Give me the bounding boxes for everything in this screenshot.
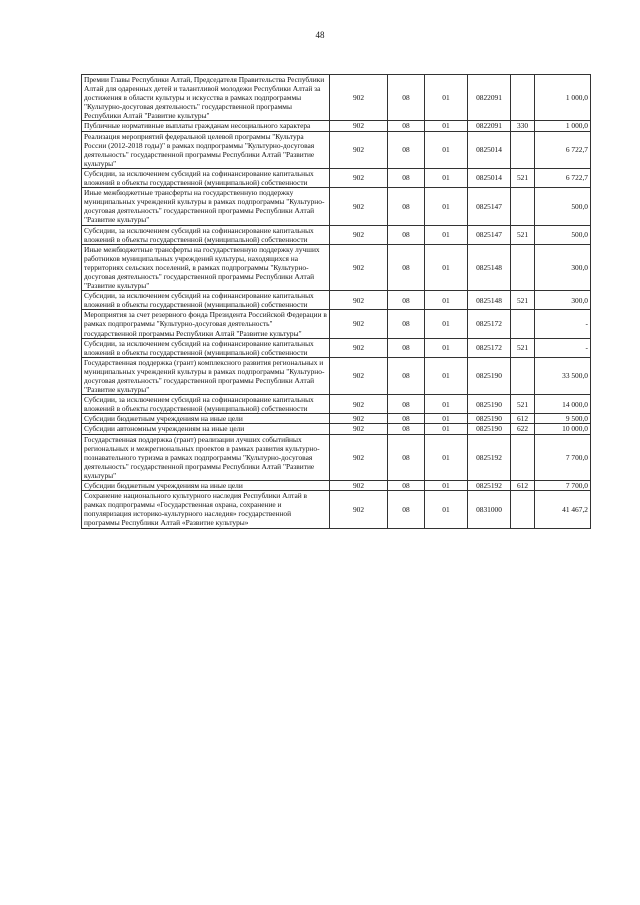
- admin-code-cell: 902: [330, 395, 388, 414]
- admin-code-cell: 902: [330, 168, 388, 187]
- admin-code-cell: 902: [330, 434, 388, 480]
- expense-kind-cell: [511, 131, 535, 168]
- subsection-code-cell: 01: [425, 75, 468, 121]
- subsection-code-cell: 01: [425, 414, 468, 424]
- target-article-cell: 0825172: [468, 338, 511, 357]
- subsection-code-cell: 01: [425, 188, 468, 225]
- section-code-cell: 08: [388, 244, 425, 290]
- amount-cell: 6 722,7: [535, 168, 591, 187]
- expense-kind-cell: 622: [511, 424, 535, 434]
- subsection-code-cell: 01: [425, 338, 468, 357]
- target-article-cell: 0825192: [468, 481, 511, 491]
- amount-cell: 41 467,2: [535, 491, 591, 528]
- row-name-cell: Субсидии, за исключением субсидий на софинансирование капитальных вложений в объекты государственной (муниципальной) собственности: [82, 338, 330, 357]
- table-row: [82, 291, 591, 310]
- amount-cell: 500,0: [535, 225, 591, 244]
- target-article-cell: 0825014: [468, 168, 511, 187]
- amount-cell: 1 000,0: [535, 75, 591, 121]
- target-article-cell: 0831000: [468, 491, 511, 528]
- target-article-cell: 0822091: [468, 121, 511, 131]
- subsection-code-cell: 01: [425, 481, 468, 491]
- amount-cell: -: [535, 338, 591, 357]
- section-code-cell: 08: [388, 491, 425, 528]
- subsection-code-cell: 01: [425, 121, 468, 131]
- admin-code-cell: 902: [330, 225, 388, 244]
- subsection-code-cell: 01: [425, 291, 468, 310]
- budget-table-body: [82, 75, 591, 529]
- target-article-cell: 0825147: [468, 188, 511, 225]
- row-name-cell: Публичные нормативные выплаты гражданам несоциального характера: [82, 121, 330, 131]
- expense-kind-cell: [511, 310, 535, 338]
- admin-code-cell: 902: [330, 310, 388, 338]
- admin-code-cell: 902: [330, 338, 388, 357]
- table-row: [82, 188, 591, 225]
- subsection-code-cell: 01: [425, 424, 468, 434]
- admin-code-cell: 902: [330, 75, 388, 121]
- amount-cell: 7 700,0: [535, 481, 591, 491]
- row-name-cell: Мероприятия за счет резервного фонда Президента Российской Федерации в рамках подпрограммы "Культурно-досуговая деятельность" государственной программы Республики Алтай "Развитие культуры": [82, 310, 330, 338]
- section-code-cell: 08: [388, 338, 425, 357]
- admin-code-cell: 902: [330, 491, 388, 528]
- target-article-cell: 0825190: [468, 357, 511, 394]
- table-row: [82, 338, 591, 357]
- amount-cell: 10 000,0: [535, 424, 591, 434]
- table-row: [82, 75, 591, 121]
- subsection-code-cell: 01: [425, 434, 468, 480]
- row-name-cell: Иные межбюджетные трансферты на государственную поддержку муниципальных учреждений культуры в рамках подпрограммы "Культурно-досуговая деятельность" государственной программы Республики Алтай "Развитие культуры": [82, 188, 330, 225]
- table-row: [82, 131, 591, 168]
- admin-code-cell: 902: [330, 291, 388, 310]
- admin-code-cell: 902: [330, 188, 388, 225]
- table-row: [82, 244, 591, 290]
- section-code-cell: 08: [388, 310, 425, 338]
- row-name-cell: Государственная поддержка (грант) комплексного развития региональных и муниципальных учреждений культуры в рамках подпрограммы "Культурно-досуговая деятельность" государственной программы Республики Алтай "Развитие культуры": [82, 357, 330, 394]
- table-row: [82, 414, 591, 424]
- table-row: [82, 434, 591, 480]
- amount-cell: 14 000,0: [535, 395, 591, 414]
- table-row: [82, 168, 591, 187]
- admin-code-cell: 902: [330, 121, 388, 131]
- section-code-cell: 08: [388, 131, 425, 168]
- amount-cell: 300,0: [535, 244, 591, 290]
- expense-kind-cell: [511, 244, 535, 290]
- row-name-cell: Субсидии, за исключением субсидий на софинансирование капитальных вложений в объекты государственной (муниципальной) собственности: [82, 395, 330, 414]
- subsection-code-cell: 01: [425, 395, 468, 414]
- section-code-cell: 08: [388, 414, 425, 424]
- expense-kind-cell: [511, 75, 535, 121]
- table-row: [82, 225, 591, 244]
- subsection-code-cell: 01: [425, 225, 468, 244]
- table-row: [82, 395, 591, 414]
- amount-cell: 33 500,0: [535, 357, 591, 394]
- amount-cell: -: [535, 310, 591, 338]
- expense-kind-cell: [511, 188, 535, 225]
- table-row: [82, 481, 591, 491]
- amount-cell: 9 500,0: [535, 414, 591, 424]
- admin-code-cell: 902: [330, 424, 388, 434]
- table-row: [82, 357, 591, 394]
- row-name-cell: Субсидии бюджетным учреждениям на иные цели: [82, 414, 330, 424]
- row-name-cell: Субсидии, за исключением субсидий на софинансирование капитальных вложений в объекты государственной (муниципальной) собственности: [82, 168, 330, 187]
- row-name-cell: Реализация мероприятий федеральной целевой программы "Культура России (2012-2018 годы)" в рамках подпрограммы "Культурно-досуговая деятельность" государственной программы Республики Алтай "Развитие культуры": [82, 131, 330, 168]
- section-code-cell: 08: [388, 168, 425, 187]
- section-code-cell: 08: [388, 121, 425, 131]
- subsection-code-cell: 01: [425, 491, 468, 528]
- amount-cell: 6 722,7: [535, 131, 591, 168]
- target-article-cell: 0825148: [468, 291, 511, 310]
- admin-code-cell: 902: [330, 131, 388, 168]
- expense-kind-cell: [511, 491, 535, 528]
- expense-kind-cell: 521: [511, 338, 535, 357]
- table-row: [82, 491, 591, 528]
- expense-kind-cell: 521: [511, 291, 535, 310]
- row-name-cell: Премии Главы Республики Алтай, Председателя Правительства Республики Алтай для одаренных детей и талантливой молодежи Республики Алтай за достижения в области культуры и искусства в рамках подпрограммы "Культурно-досуговая деятельность" государственной программы Республики Алтай "Развитие культуры": [82, 75, 330, 121]
- section-code-cell: 08: [388, 291, 425, 310]
- target-article-cell: 0825190: [468, 395, 511, 414]
- section-code-cell: 08: [388, 75, 425, 121]
- subsection-code-cell: 01: [425, 310, 468, 338]
- section-code-cell: 08: [388, 225, 425, 244]
- section-code-cell: 08: [388, 424, 425, 434]
- budget-table: [81, 74, 591, 529]
- target-article-cell: 0825172: [468, 310, 511, 338]
- row-name-cell: Сохранение национального культурного наследия Республики Алтай в рамках подпрограммы «Государственная охрана, сохранение и популяризация историко-культурного наследия» государственной программы Республики Алтай «Развитие культуры»: [82, 491, 330, 528]
- section-code-cell: 08: [388, 434, 425, 480]
- table-row: [82, 121, 591, 131]
- amount-cell: 300,0: [535, 291, 591, 310]
- row-name-cell: Субсидии бюджетным учреждениям на иные цели: [82, 481, 330, 491]
- page-number: 48: [315, 30, 325, 40]
- section-code-cell: 08: [388, 357, 425, 394]
- target-article-cell: 0822091: [468, 75, 511, 121]
- admin-code-cell: 902: [330, 414, 388, 424]
- section-code-cell: 08: [388, 395, 425, 414]
- table-row: [82, 424, 591, 434]
- subsection-code-cell: 01: [425, 244, 468, 290]
- expense-kind-cell: 330: [511, 121, 535, 131]
- target-article-cell: 0825192: [468, 434, 511, 480]
- target-article-cell: 0825190: [468, 424, 511, 434]
- row-name-cell: Субсидии, за исключением субсидий на софинансирование капитальных вложений в объекты государственной (муниципальной) собственности: [82, 291, 330, 310]
- row-name-cell: Субсидии, за исключением субсидий на софинансирование капитальных вложений в объекты государственной (муниципальной) собственности: [82, 225, 330, 244]
- expense-kind-cell: 521: [511, 168, 535, 187]
- row-name-cell: Иные межбюджетные трансферты на государственную поддержку лучших работников муниципальных учреждений культуры, находящихся на территориях сельских поселений, в рамках подпрограммы "Культурно-досуговая деятельность" государственной программы Республики Алтай "Развитие культуры": [82, 244, 330, 290]
- amount-cell: 7 700,0: [535, 434, 591, 480]
- section-code-cell: 08: [388, 188, 425, 225]
- admin-code-cell: 902: [330, 481, 388, 491]
- amount-cell: 500,0: [535, 188, 591, 225]
- expense-kind-cell: 612: [511, 414, 535, 424]
- expense-kind-cell: 521: [511, 395, 535, 414]
- target-article-cell: 0825148: [468, 244, 511, 290]
- subsection-code-cell: 01: [425, 131, 468, 168]
- table-row: [82, 310, 591, 338]
- target-article-cell: 0825190: [468, 414, 511, 424]
- row-name-cell: Субсидии автономным учреждениям на иные цели: [82, 424, 330, 434]
- expense-kind-cell: 612: [511, 481, 535, 491]
- amount-cell: 1 000,0: [535, 121, 591, 131]
- section-code-cell: 08: [388, 481, 425, 491]
- row-name-cell: Государственная поддержка (грант) реализации лучших событийных региональных и межрегиональных проектов в рамках развития культурно-познавательного туризма в рамках подпрограммы "Культурно-досуговая деятельность" государственной программы Республики Алтай "Развитие культуры": [82, 434, 330, 480]
- subsection-code-cell: 01: [425, 357, 468, 394]
- expense-kind-cell: 521: [511, 225, 535, 244]
- subsection-code-cell: 01: [425, 168, 468, 187]
- expense-kind-cell: [511, 357, 535, 394]
- admin-code-cell: 902: [330, 357, 388, 394]
- expense-kind-cell: [511, 434, 535, 480]
- target-article-cell: 0825014: [468, 131, 511, 168]
- target-article-cell: 0825147: [468, 225, 511, 244]
- admin-code-cell: 902: [330, 244, 388, 290]
